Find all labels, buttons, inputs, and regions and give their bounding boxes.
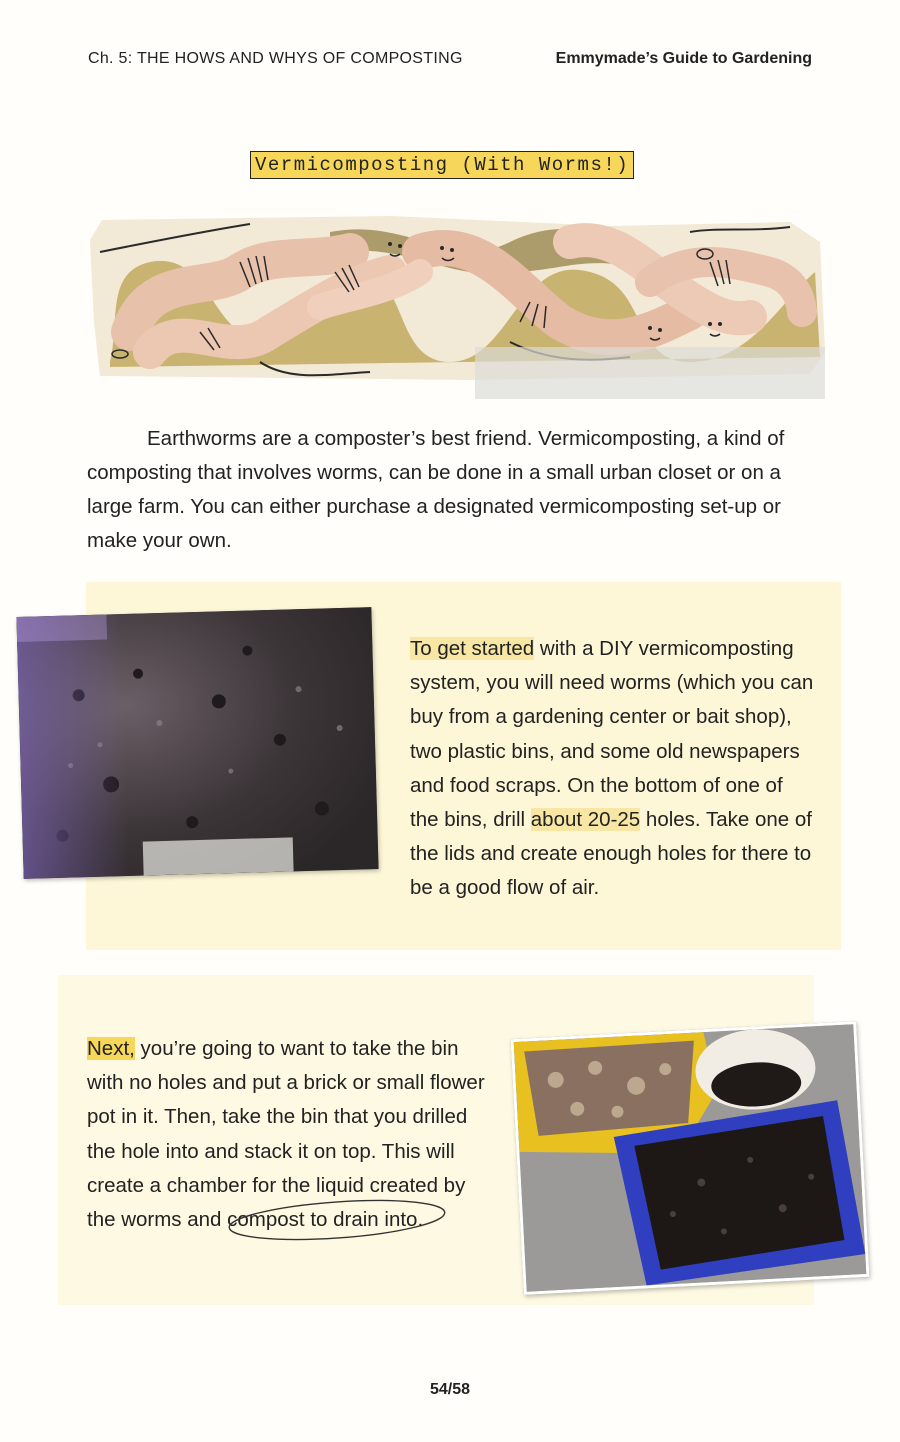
circled-phrase: compost to drain into [227, 1208, 418, 1232]
highlight-hole-count: about 20-25 [530, 808, 641, 832]
compost-soil-photo [16, 607, 378, 879]
chapter-header: Ch. 5: THE HOWS AND WHYS OF COMPOSTING [88, 50, 463, 67]
hand-drawn-circle [225, 1196, 450, 1244]
tape-strip [143, 837, 294, 875]
page-number: 54/58 [429, 1381, 471, 1398]
para1-text-b: holes. Take one of the lids and create enough holes for there to be a good flow of air. [410, 808, 812, 900]
book-title: Emmymade’s Guide to Gardening [555, 50, 812, 67]
section-title: Vermicomposting (With Worms!) [250, 151, 634, 179]
intro-text: Earthworms are a composter’s best friend. Vermicomposting, a kind of composting that involves worms, can be done in a small urban closet or on a large farm. You can either purchase a designated vermicomposting set-up or make your own. [87, 427, 785, 552]
instruction-paragraph-1 [410, 632, 815, 906]
intro-paragraph [87, 422, 813, 558]
para1-text-a: with a DIY vermicomposting system, you will need worms (which you can buy from a gardening center or bait shop), two plastic bins, and some old newspapers and food scraps. On the bottom of one of the bins, drill [410, 637, 814, 832]
highlight-to-get-started: To get started [410, 637, 535, 660]
bins-scene [514, 1024, 867, 1291]
highlight-next: Next, [87, 1037, 135, 1060]
worm-bin-photo [511, 1021, 870, 1295]
para2-text-b: . [417, 1208, 424, 1232]
soil-texture [16, 607, 378, 879]
worm-illustration [90, 212, 830, 402]
para2-text-a: you’re going to want to take the bin with no holes and put a brick or small flower pot in it. Then, take the bin that you drilled the hole into and stack it on top. This will create a chamber for the liquid created by the worms and [87, 1037, 485, 1232]
